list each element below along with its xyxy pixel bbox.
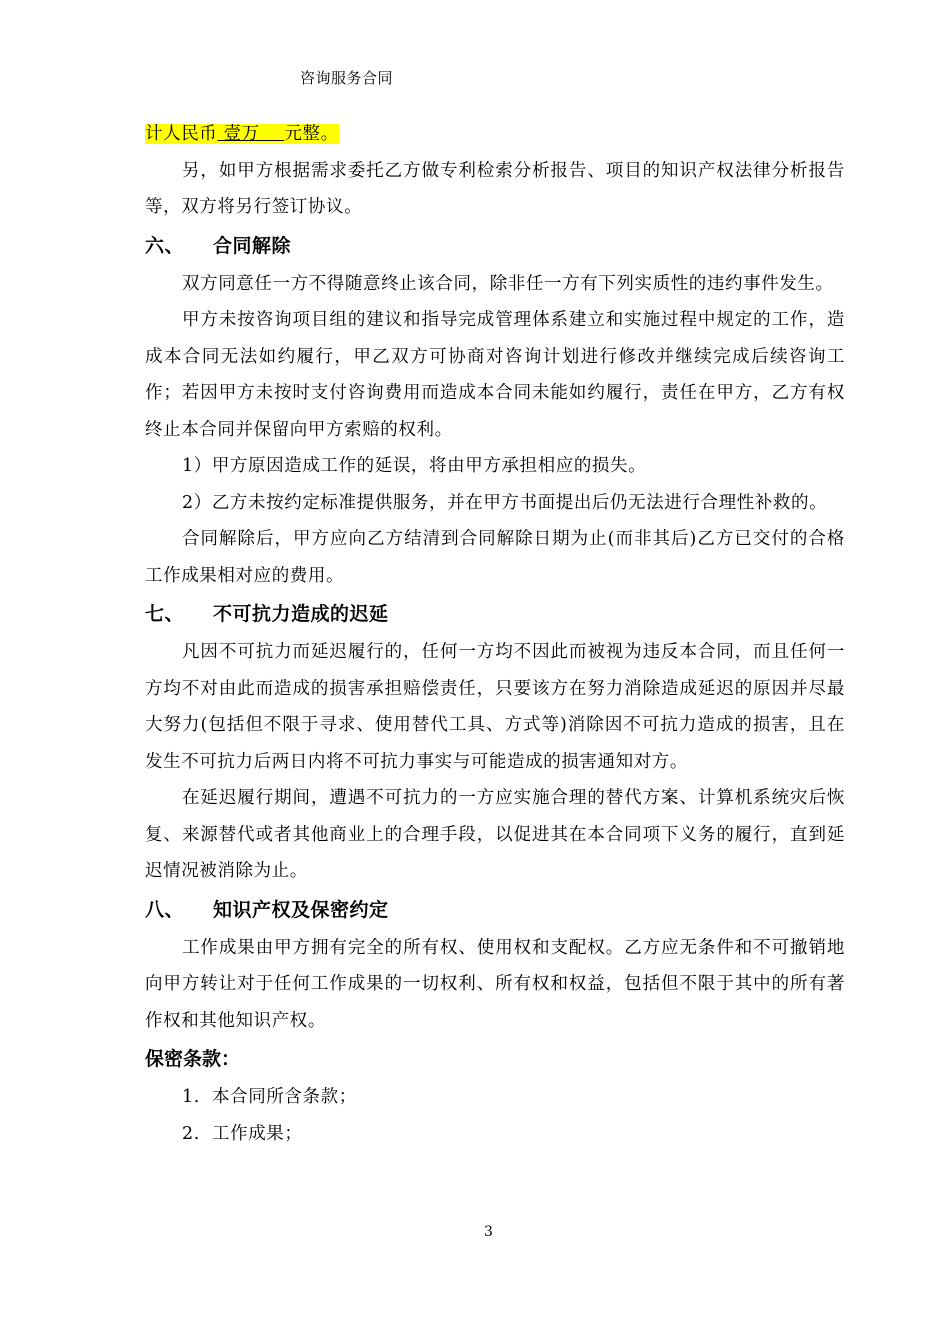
section-6-paragraph-1: 双方同意任一方不得随意终止该合同，除非任一方有下列实质性的违约事件发生。 [182,273,834,294]
section-6-paragraph-2: 甲方未按咨询项目组的建议和指导完成管理体系建立和实施过程中规定的工作，造成本合同无法如约履行，甲乙双方可协商对咨询计划进行修改并继续完成后续咨询工作；若因甲方未按时支付咨询费用而造成本合同未能如约履行，责任在甲方，乙方有权终止本合同并保留向甲方索赔的权利。 [145,310,845,440]
section-8-paragraph-1: 工作成果由甲方拥有完全的所有权、使用权和支配权。乙方应无条件和不可撤销地向甲方转让对于任何工作成果的一切权利、所有权和权益，包括但不限于其中的所有著作权和其他知识产权。 [145,937,845,1031]
section-8-heading [145,890,845,930]
section-6-item-1: 1）甲方原因造成工作的延误，将由甲方承担相应的损失。 [182,456,647,476]
list-number: 2. [182,1123,200,1144]
section-6-heading [145,226,845,266]
confidentiality-heading: 保密条款： [145,1048,241,1070]
document-body [145,116,845,1152]
section-7-paragraph-1: 凡因不可抗力而延迟履行的，任何一方均不因此而被视为违反本合同，而且任何一方均不对由此而造成的损害承担赔偿责任，只要该方在努力消除造成延迟的原因并尽最大努力(包括但不限于寻求、使用替代工具、方式等)消除因不可抗力造成的损害，且在发生不可抗力后两日内将不可抗力事实与可能造成的损害通知对方。 [145,642,845,772]
list-number: 1. [182,1087,200,1107]
confidentiality-item-2 [145,1116,845,1153]
list-text: 本合同所含条款； [212,1087,357,1107]
fee-line [145,116,845,153]
list-text: 工作成果； [212,1123,303,1144]
fee-suffix: 元整。 [284,124,339,144]
section-6-item-2: 2）乙方未按约定标准提供服务，并在甲方书面提出后仍无法进行合理性补救的。 [182,492,828,513]
section-6-title: 合同解除 [213,234,292,257]
section-8-number: 八、 [145,898,185,921]
section-7-number: 七、 [145,603,185,625]
section-6-number: 六、 [145,234,185,257]
section-7-paragraph-2: 在延迟履行期间，遭遇不可抗力的一方应实施合理的替代方案、计算机系统灾后恢复、来源替代或者其他商业上的合理手段，以促进其在本合同项下义务的履行，直到延迟情况被消除为止。 [145,788,845,881]
page-number: 3 [484,1224,493,1240]
document-header: 咨询服务合同 [300,69,394,87]
confidentiality-item-1 [145,1079,845,1116]
section-7-heading [145,594,845,634]
section-7-title: 不可抗力造成的迟延 [213,603,389,625]
fee-amount: 壹万 [217,124,284,144]
fee-prefix: 计人民币 [145,124,218,144]
paragraph-other-agreement: 另，如甲方根据需求委托乙方做专利检索分析报告、项目的知识产权法律分析报告等，双方将另行签订协议。 [145,160,845,217]
section-6-paragraph-3: 合同解除后，甲方应向乙方结清到合同解除日期为止(而非其后)乙方已交付的合格工作成果相对应的费用。 [145,529,845,586]
section-8-title: 知识产权及保密约定 [213,898,389,921]
